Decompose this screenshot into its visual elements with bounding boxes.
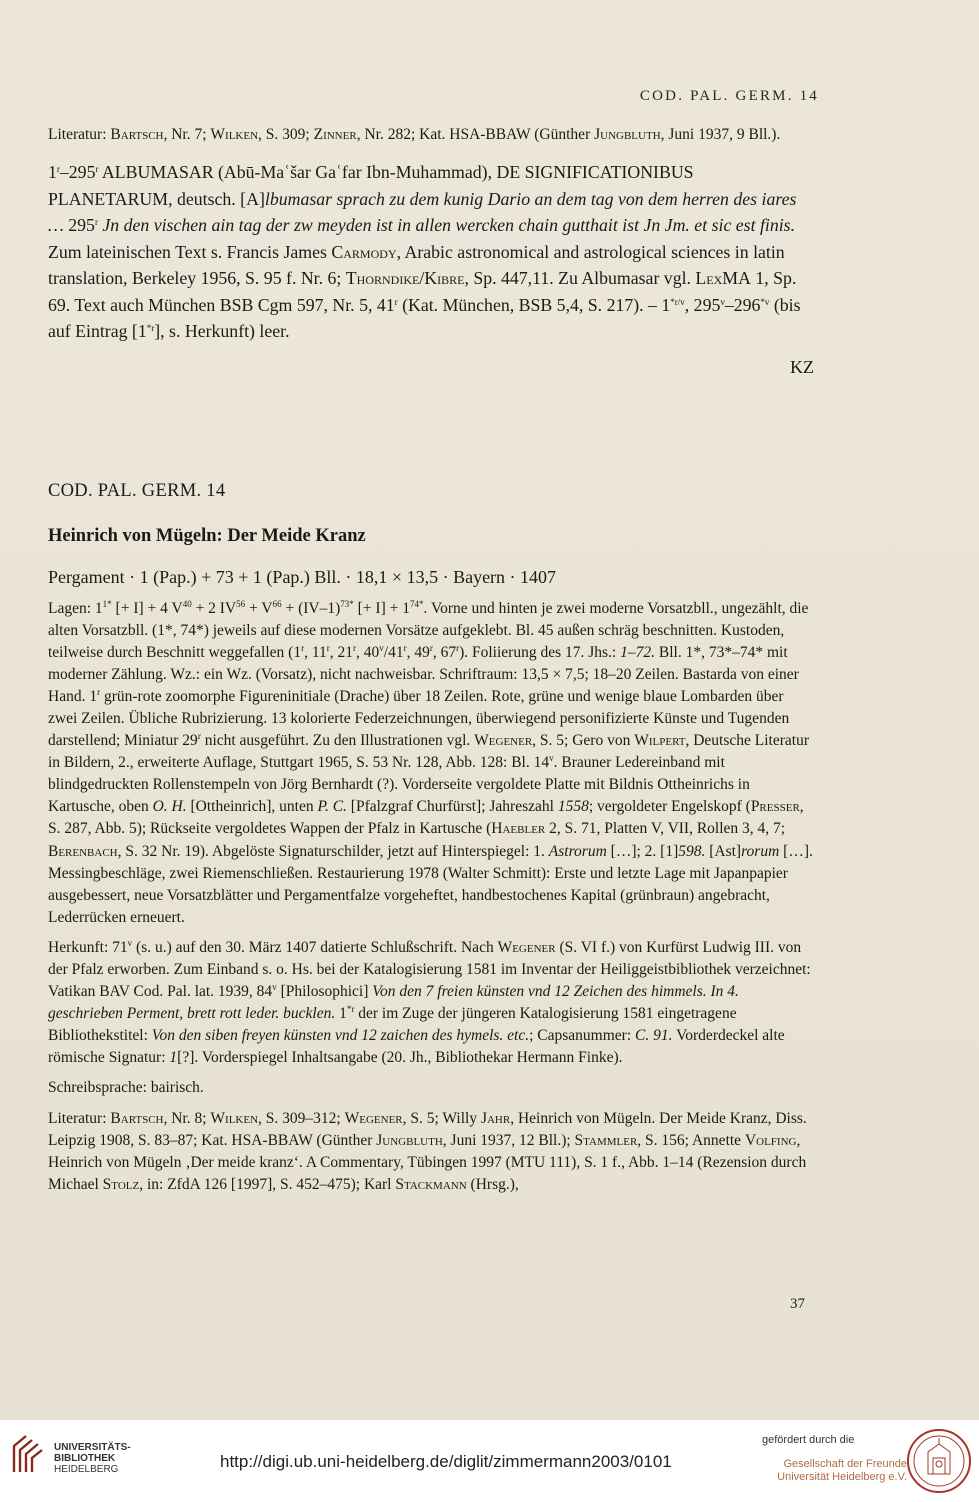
codicological-description: Lagen: $1^{1*}$ [+ I] + 4 $V^{40} + 2$ $IV^{56} + V^{66} + (IV-1)^{73*}$ [+ $I] + 1^{74*}$. Vorne und hinten je zwei moderne Vorsatzbll., ungezählt, die alten Vorsatzbll. (1*, 74*) jeweils auf diese modernen Vorsätze aufgeklebt. Bl. 45 außen schräg beschnitten. Kustoden, teilweise durch Beschnitt weggefallen (1$^r$, 11$^r$, 21$^r$, 40$^v$/41$^r$, 49$^r$, 67$^r$). Foliierung des 17. Jhs.: 1–72. Bll. 1*, 73*–74* mit moderner Zählung. Wz.: ein Wz. (Vorsatz), nicht nachweisbar. Schriftraum: 13,5 × 7,5; 18–20 Zeilen. Bastarda von einer Hand. 1$^r$ grün-rote zoomorphe Figureninitiale (Drache) über 18 Zeilen. Rote, grüne und wenige blaue Lombarden über zwei Zeilen. Übliche Rubrizierung. 13 kolorierte Federzeichnungen, überwiegend personifizierte Künste und Tugenden darstellend; Miniatur 29$^r$ nicht ausgeführt. Zu den Illustrationen vgl. Wegener, S. 5; Gero von Wilpert, Deutsche Literatur in Bildern, 2., erweiterte Auflage, Stuttgart 1965, S. 53 Nr. 128, Abb. 128: Bl. 14$^v$. Brauner Ledereinband mit blindgedruckten Rollenstempeln von Jörg Bernhardt (?). Vorderseite vergoldete Platte mit Bildnis Ottheinrichs in Kartusche, oben O. H. [Ottheinrich], unten P. C. [Pfalzgraf Churfürst]; Jahreszahl 1558; vergoldeter Engelskopf (Presser, S. 287, Abb. 5); Rückseite vergoldetes Wappen der Pfalz in Kartusche (Haebler 2, S. 71, Platten V, VII, Rollen 3, 4, 7; Berenbach, S. 32 Nr. 19). Abgelöste Signaturschilder, jetzt auf Hinterspiegel: 1. Astrorum […]; 2. [1]598. [Ast]rorum […]. Messingbeschläge, zwei Riemenschließen. Restaurierung 1978 (Walter Schmitt): Erste und letzte Lage mit Japanpapier ausgebessert, neue Vorsatzblätter und Pergamentfalze vorgeheftet, handbestochenes Kapital (grünbraun) angebracht, Lederrücken erneuert. <box>48 598 813 926</box>
ub-logo-icon <box>10 1432 46 1476</box>
library-name: UNIVERSITÄTS- BIBLIOTHEK HEIDELBERG <box>54 1442 131 1475</box>
format-line: Pergament · 1 (Pap.) + 73 + 1 (Pap.) Bll. · 18,1 × 13,5 · Bayern · 1407 <box>48 566 557 587</box>
literature-previous-entry: Literatur: Bartsch, Nr. 7; Wilken, S. 309; Zinner, Nr. 282; Kat. HSA-BBAW (Günther Jungbluth, Juni 1937, 9 Bll.). <box>48 126 781 143</box>
digitization-footer <box>0 1420 979 1502</box>
running-head: COD. PAL. GERM. 14 <box>639 88 819 104</box>
digital-copy-link[interactable]: http://digi.ub.uni-heidelberg.de/diglit/zimmermann2003/0101 <box>220 1452 672 1471</box>
university-seal-icon <box>906 1428 972 1494</box>
page-number: 37 <box>790 1296 805 1312</box>
text-entry-albumasar: 1$^r$–295$^r$ ALBUMASAR (Abū-Maʿšar Gaʿfar Ibn-Muhammad), DE SIGNIFICATIONIBUS PLANETARUM, deutsch. [A]lbumasar sprach zu dem kunig Dario an dem tag von dem herren des iares … 295$^r$ Jn den vischen ain tag der zw meyden ist in allen wercken chain gutthait ist Jn Jm. et sic est finis. Zum lateinischen Text s. Francis James Carmody, Arabic astronomical and astrological sciences in latin translation, Berkeley 1956, S. 95 f. Nr. 6; Thorndike/Kibre, Sp. 447,11. Zu Albumasar vgl. LexMA 1, Sp. 69. Text auch München BSB Cgm 597, Nr. 5, 41$^r$ (Kat. München, BSB 5,4, S. 217). – $1^{*r/v}$, 295$^v$–296$^{*v}$ (bis auf Eintrag [1$^{*r}$], s. Herkunft) leer. <box>48 162 801 341</box>
provenance-paragraph: Herkunft: 71$^v$ (s. u.) auf den 30. März 1407 datierte Schlußschrift. Nach Wegener (S. VI f.) von Kurfürst Ludwig III. von der Pfalz erworben. Zum Einband s. o. Hs. bei der Katalogisierung 1581 im Inventar der Heiliggeistbibliothek verzeichnet: Vatikan BAV Cod. Pal. lat. 1939, 84$^v$ [Philosophici] Von den 7 freien künsten vnd 12 Zeichen des himmels. In 4. geschrieben Perment, brett rott leder. bucklen. 1$^{*r}$ der im Zuge der jüngeren Katalogisierung 1581 eingetragene Bibliothekstitel: Von den siben freyen künsten vnd 12 zaichen des hymels. etc.; Capsanummer: C. 91. Vorderdeckel alte römische Signatur: 1[?]. Vorderspiegel Inhaltsangabe (20. Jh., Bibliothekar Hermann Finke). <box>48 937 811 1067</box>
page-content <box>48 124 814 1196</box>
shelfmark-heading: COD. PAL. GERM. 14 <box>48 480 226 501</box>
manuscript-title: Heinrich von Mügeln: Der Meide Kranz <box>48 525 366 546</box>
scribal-language: Schreibsprache: bairisch. <box>48 1079 204 1097</box>
sponsor-label: gefördert durch die <box>762 1434 855 1446</box>
literature-paragraph: Literatur: Bartsch, Nr. 8; Wilken, S. 309–312; Wegener, S. 5; Willy Jahr, Heinrich von Mügeln. Der Meide Kranz, Diss. Leipzig 1908, S. 83–87; Kat. HSA-BBAW (Günther Jungbluth, Juni 1937, 12 Bll.); Stammler, S. 156; Annette Volfing, Heinrich von Mügeln ‚Der meide kranz‘. A Commentary, Tübingen 1997 (MTU 111), S. 1 f., Abb. 1–14 (Rezension durch Michael Stolz, in: ZfdA 126 [1997], S. 452–475); Karl Stackmann (Hrsg.), <box>48 1109 807 1193</box>
sponsor-name: Gesellschaft der Freunde Universität Heidelberg e.V. <box>777 1458 907 1483</box>
author-initials: KZ <box>790 356 814 377</box>
